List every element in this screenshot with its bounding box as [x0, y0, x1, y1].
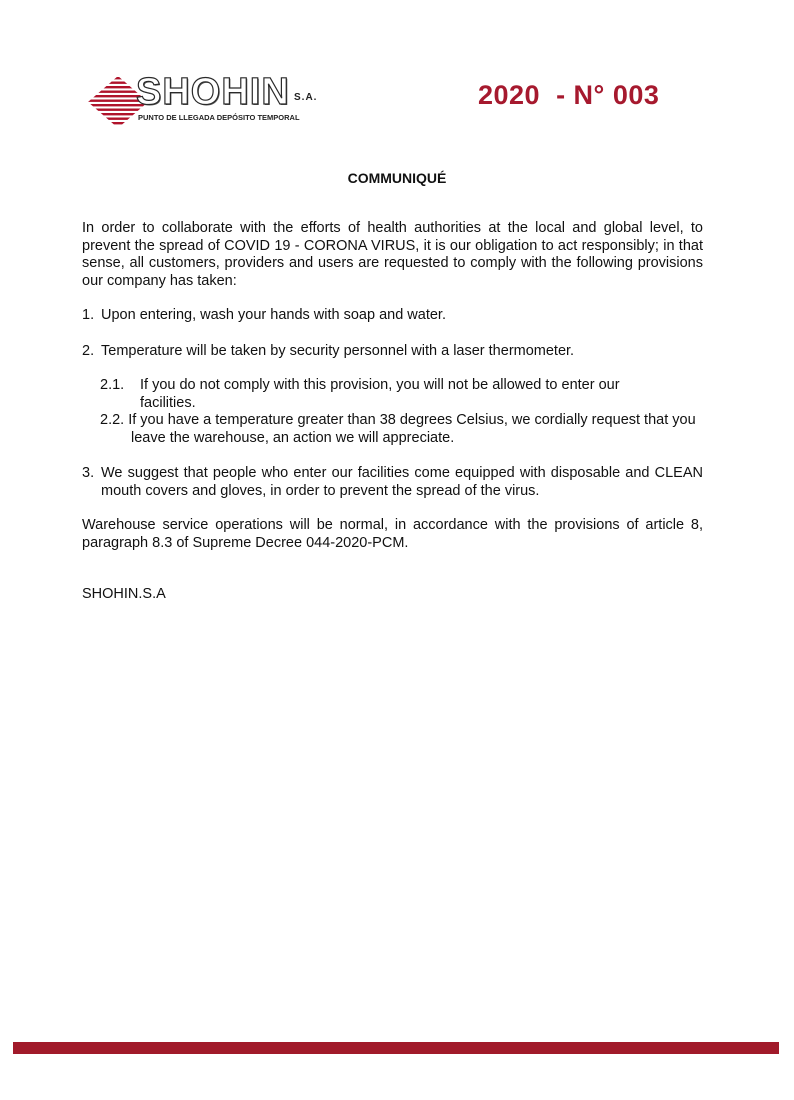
page-title: COMMUNIQUÉ	[347, 170, 447, 186]
sub-list-item-number: 2.2.	[100, 412, 125, 428]
sub-list-item-text: If you do not comply with this provision, you will not be allowed to enter our facilities.	[140, 377, 620, 411]
logo-tagline: PUNTO DE LLEGADA DEPÓSITO TEMPORAL	[138, 113, 300, 122]
document-number: 2020 - N° 003	[478, 80, 660, 110]
list-item-number: 2.	[82, 342, 95, 359]
list-item	[82, 465, 703, 500]
logo-wordmark: SHOHIN	[136, 71, 290, 113]
list-item-text: Temperature will be taken by security personnel with a laser thermometer.	[101, 342, 575, 359]
footer-bar	[13, 1042, 779, 1054]
intro-paragraph: In order to collaborate with the efforts of health authorities at the local and global level, to prevent the spread of COVID 19 - CORONA VIRUS, it is our obligation to act responsibly; in that sense, all customers, providers and users are requested to comply with the following provisions our company has taken:	[82, 220, 703, 289]
list-item-text: Upon entering, wash your hands with soap and water.	[101, 307, 446, 323]
signature: SHOHIN.S.A	[82, 586, 166, 602]
list-item	[82, 307, 703, 325]
sub-list-item	[100, 377, 663, 412]
list-item-number: 3.	[82, 465, 95, 481]
sub-list-item-number: 2.1.	[100, 377, 125, 393]
sub-list-item	[100, 412, 703, 447]
sub-list-item-text: If you have a temperature greater than 38 degrees Celsius, we cordially request that you leave the warehouse, an action we will appreciate.	[128, 412, 696, 446]
list-item-number: 1.	[82, 307, 95, 323]
logo-suffix: S.A.	[294, 92, 318, 103]
list-item-text: We suggest that people who enter our facilities come equipped with disposable and CLEAN mouth covers and gloves, in order to prevent the spread of the virus.	[101, 465, 703, 499]
document-body	[82, 220, 703, 604]
closing-paragraph: Warehouse service operations will be normal, in accordance with the provisions of article 8, paragraph 8.3 of Supreme Decree 044-2020-PCM.	[82, 517, 703, 551]
company-logo	[88, 72, 328, 128]
list-item	[82, 343, 703, 361]
